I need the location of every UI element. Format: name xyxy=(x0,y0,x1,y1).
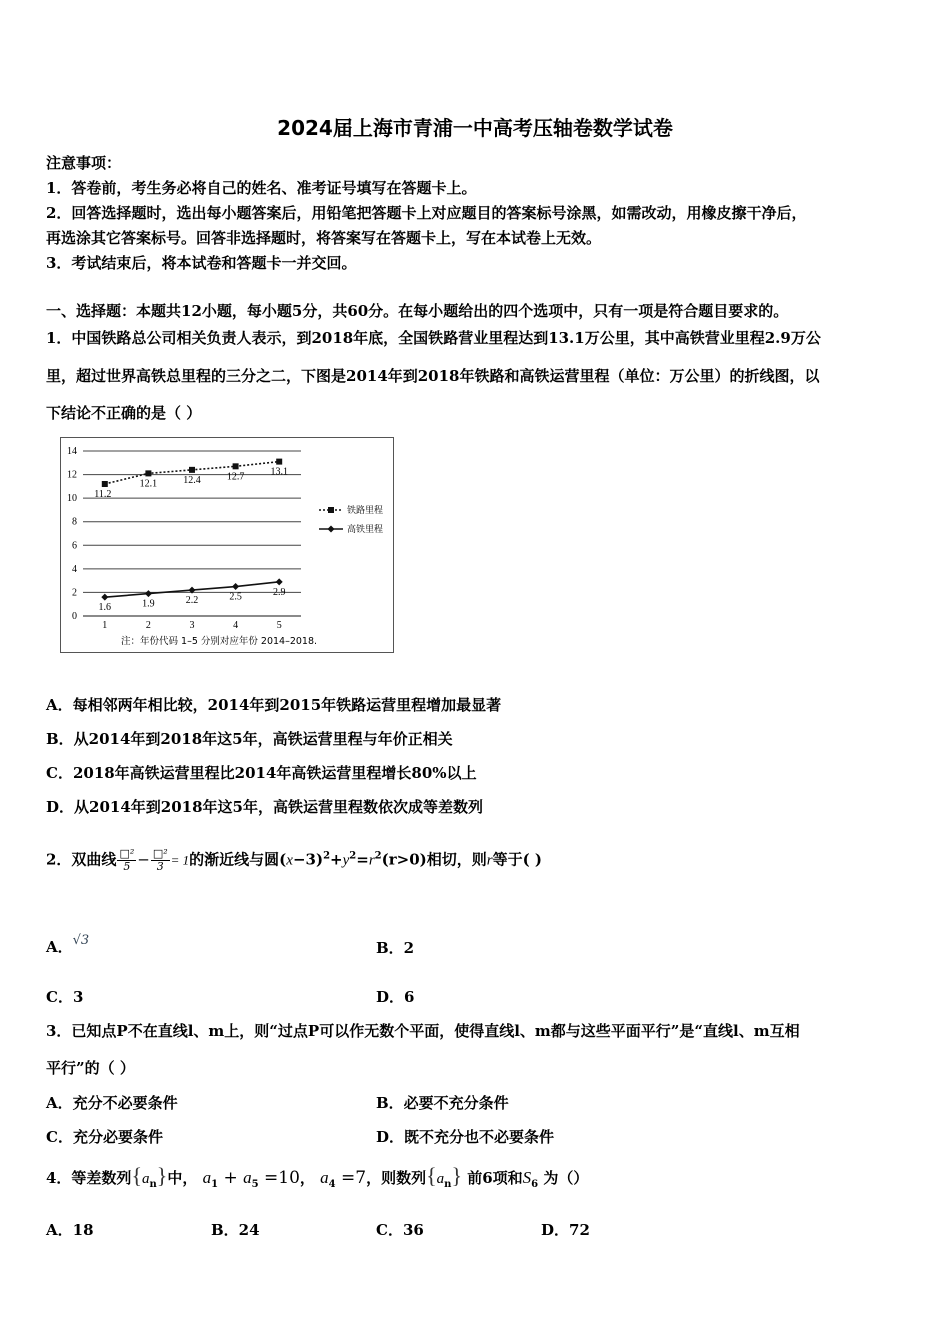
plus-sign: + xyxy=(218,1168,244,1188)
chart-note: 注：年份代码 1–5 分别对应年份 2014–2018. xyxy=(121,636,318,647)
highspeed-data-label: 2.9 xyxy=(272,586,286,598)
subscript: n xyxy=(444,1179,452,1190)
var-r: r xyxy=(368,852,375,869)
q3-option-d[interactable]: D．既不充分也不必要条件 xyxy=(376,1128,555,1146)
exponent: 2 xyxy=(323,850,331,862)
q4-text xyxy=(46,1163,588,1190)
q4-option-b[interactable]: B．24 xyxy=(211,1221,260,1239)
q2-text-part: −3) xyxy=(292,850,324,869)
y-tick-label: 10 xyxy=(67,493,77,505)
q1-option-b[interactable]: B．从2014年到2018年这5年，高铁运营里程与年价正相关 xyxy=(46,730,453,748)
q1-option-d[interactable]: D．从2014年到2018年这5年，高铁运营里程数依次成等差数列 xyxy=(46,798,483,816)
exponent: 2 xyxy=(374,850,382,862)
highspeed-data-label: 1.6 xyxy=(98,602,112,614)
var-a: a xyxy=(142,1171,150,1187)
q1-option-a[interactable]: A．每相邻两年相比较，2014年到2015年铁路运营里程增加最显著 xyxy=(46,696,502,714)
q2-option-b[interactable]: B．2 xyxy=(376,939,415,957)
x-tick-label: 2 xyxy=(145,620,151,631)
denominator: 3 xyxy=(156,860,164,873)
q1-option-c[interactable]: C．2018年高铁运营里程比2014年高铁运营里程增长80%以上 xyxy=(46,764,477,782)
fraction xyxy=(117,848,136,873)
brace-left: { xyxy=(131,1163,143,1188)
var-x: x xyxy=(286,852,293,869)
subscript: n xyxy=(149,1179,157,1190)
option-label: A． xyxy=(46,938,73,956)
y-tick-label: 12 xyxy=(67,469,77,481)
subscript: 4 xyxy=(328,1179,336,1190)
legend-marker-highspeed xyxy=(328,526,335,533)
q4-text-part: 中， xyxy=(167,1169,198,1187)
rail-data-label: 13.1 xyxy=(270,466,288,478)
q2-option-d[interactable]: D．6 xyxy=(376,988,415,1006)
q4-prefix: 4．等差数列 xyxy=(46,1169,132,1187)
highspeed-data-label: 1.9 xyxy=(142,598,155,610)
plus-sign: + xyxy=(330,850,343,869)
rail-data-label: 12.1 xyxy=(139,478,158,490)
subscript: 5 xyxy=(251,1179,259,1190)
brace-right: } xyxy=(156,1163,168,1188)
legend-label-rail: 铁路里程 xyxy=(347,506,384,516)
q3-option-a[interactable]: A．充分不必要条件 xyxy=(46,1094,178,1112)
comma: ， xyxy=(299,1169,315,1187)
q2-prefix: 2．双曲线 xyxy=(46,850,117,869)
note-item: 1．答卷前，考生务必将自己的姓名、准考证号填写在答题卡上。 xyxy=(46,179,477,197)
minus-sign: − xyxy=(137,850,150,869)
numerator: □² xyxy=(152,847,168,860)
equals-seven: =7 xyxy=(335,1168,367,1188)
var-s: S xyxy=(522,1168,532,1187)
highspeed-point xyxy=(232,583,239,590)
q4-text-part: ，则数列 xyxy=(366,1169,427,1187)
brace-right: } xyxy=(451,1163,462,1188)
note-item: 3．考试结束后，将本试卷和答题卡一并交回。 xyxy=(46,254,357,272)
equals-one: = 1 xyxy=(170,852,190,868)
q1-text: 里，超过世界高铁总里程的三分之二，下图是2014年到2018年铁路和高铁运营里程（单位：万公里）的折线图，以 xyxy=(46,367,820,385)
rail-point xyxy=(102,481,108,487)
highspeed-data-label: 2.2 xyxy=(185,595,199,607)
highspeed-point xyxy=(145,590,152,597)
note-item: 再选涂其它答案标号。回答非选择题时，将答案写在答题卡上，写在本试卷上无效。 xyxy=(46,229,602,247)
q4-text-part: 前6项和 xyxy=(467,1169,523,1187)
denominator: 5 xyxy=(123,860,131,873)
y-tick-label: 14 xyxy=(67,446,77,457)
q4-option-d[interactable]: D．72 xyxy=(541,1221,590,1239)
q3-option-c[interactable]: C．充分必要条件 xyxy=(46,1128,163,1146)
x-tick-label: 3 xyxy=(189,620,195,631)
fraction xyxy=(151,848,170,873)
rail-data-label: 12.4 xyxy=(183,474,201,486)
equals-sign: = xyxy=(356,850,369,869)
equals-ten: =10 xyxy=(258,1168,300,1188)
y-tick-label: 4 xyxy=(72,563,77,575)
section-heading: 一、选择题：本题共12小题，每小题5分，共60分。在每小题给出的四个选项中，只有一项是符合题目要求的。 xyxy=(46,302,789,320)
brace-left: { xyxy=(426,1163,437,1188)
q2-text-part: (r>0)相切，则 xyxy=(381,850,487,869)
q1-text: 1．中国铁路总公司相关负责人表示，到2018年底，全国铁路营业里程达到13.1万公里，其中高铁营业里程2.9万公 xyxy=(46,329,821,347)
x-tick-label: 5 xyxy=(276,620,282,631)
var-y: y xyxy=(342,852,350,869)
notes-heading: 注意事项： xyxy=(46,154,122,172)
x-tick-label: 4 xyxy=(233,620,239,631)
rail-point xyxy=(276,459,282,465)
rail-point xyxy=(233,463,239,469)
q2-text-part: 等于( ) xyxy=(492,850,543,869)
legend-label-highspeed: 高铁里程 xyxy=(347,525,384,535)
q2-option-c[interactable]: C．3 xyxy=(46,988,84,1006)
var-a: a xyxy=(243,1168,252,1187)
y-tick-label: 6 xyxy=(72,540,77,552)
rail-point xyxy=(145,470,151,476)
q4-option-a[interactable]: A．18 xyxy=(46,1221,94,1239)
q3-option-b[interactable]: B．必要不充分条件 xyxy=(376,1094,509,1112)
exponent: 2 xyxy=(349,850,357,862)
q3-text: 平行”的（ ） xyxy=(46,1059,135,1077)
subscript: 1 xyxy=(211,1179,219,1190)
sqrt-value: √3 xyxy=(72,933,90,948)
rail-data-label: 12.7 xyxy=(226,471,245,483)
line-chart xyxy=(60,437,394,653)
q3-text: 3．已知点P不在直线l、m上，则“过点P可以作无数个平面，使得直线l、m都与这些平面平行”是“直线l、m互相 xyxy=(46,1022,800,1040)
chart-svg xyxy=(61,438,393,652)
rail-data-label: 11.2 xyxy=(94,489,112,500)
y-tick-label: 0 xyxy=(72,611,77,622)
rail-point xyxy=(189,467,195,473)
highspeed-point xyxy=(276,578,283,585)
q2-text-part: 的渐近线与圆( xyxy=(189,850,287,869)
q2-text xyxy=(46,848,542,873)
var-a: a xyxy=(436,1171,445,1187)
q1-text: 下结论不正确的是（ ） xyxy=(46,404,202,422)
numerator: □² xyxy=(119,847,135,860)
subscript: 6 xyxy=(531,1179,539,1190)
legend-marker-rail xyxy=(328,507,334,513)
x-tick-label: 1 xyxy=(102,620,108,631)
y-tick-label: 2 xyxy=(72,587,77,599)
var-a: a xyxy=(202,1168,212,1187)
page-title: 2024届上海市青浦一中高考压轴卷数学试卷 xyxy=(277,116,673,140)
y-tick-label: 8 xyxy=(72,516,77,528)
note-item: 2．回答选择题时，选出每小题答案后，用铅笔把答题卡上对应题目的答案标号涂黑，如需改动，用橡皮擦干净后， xyxy=(46,204,807,222)
q4-option-c[interactable]: C．36 xyxy=(376,1221,424,1239)
var-r: r xyxy=(486,852,493,869)
highspeed-data-label: 2.5 xyxy=(229,591,242,603)
q2-option-a[interactable] xyxy=(46,928,90,956)
highspeed-point xyxy=(101,594,108,601)
var-a: a xyxy=(320,1168,329,1187)
q4-text-part: 为（） xyxy=(543,1169,589,1187)
